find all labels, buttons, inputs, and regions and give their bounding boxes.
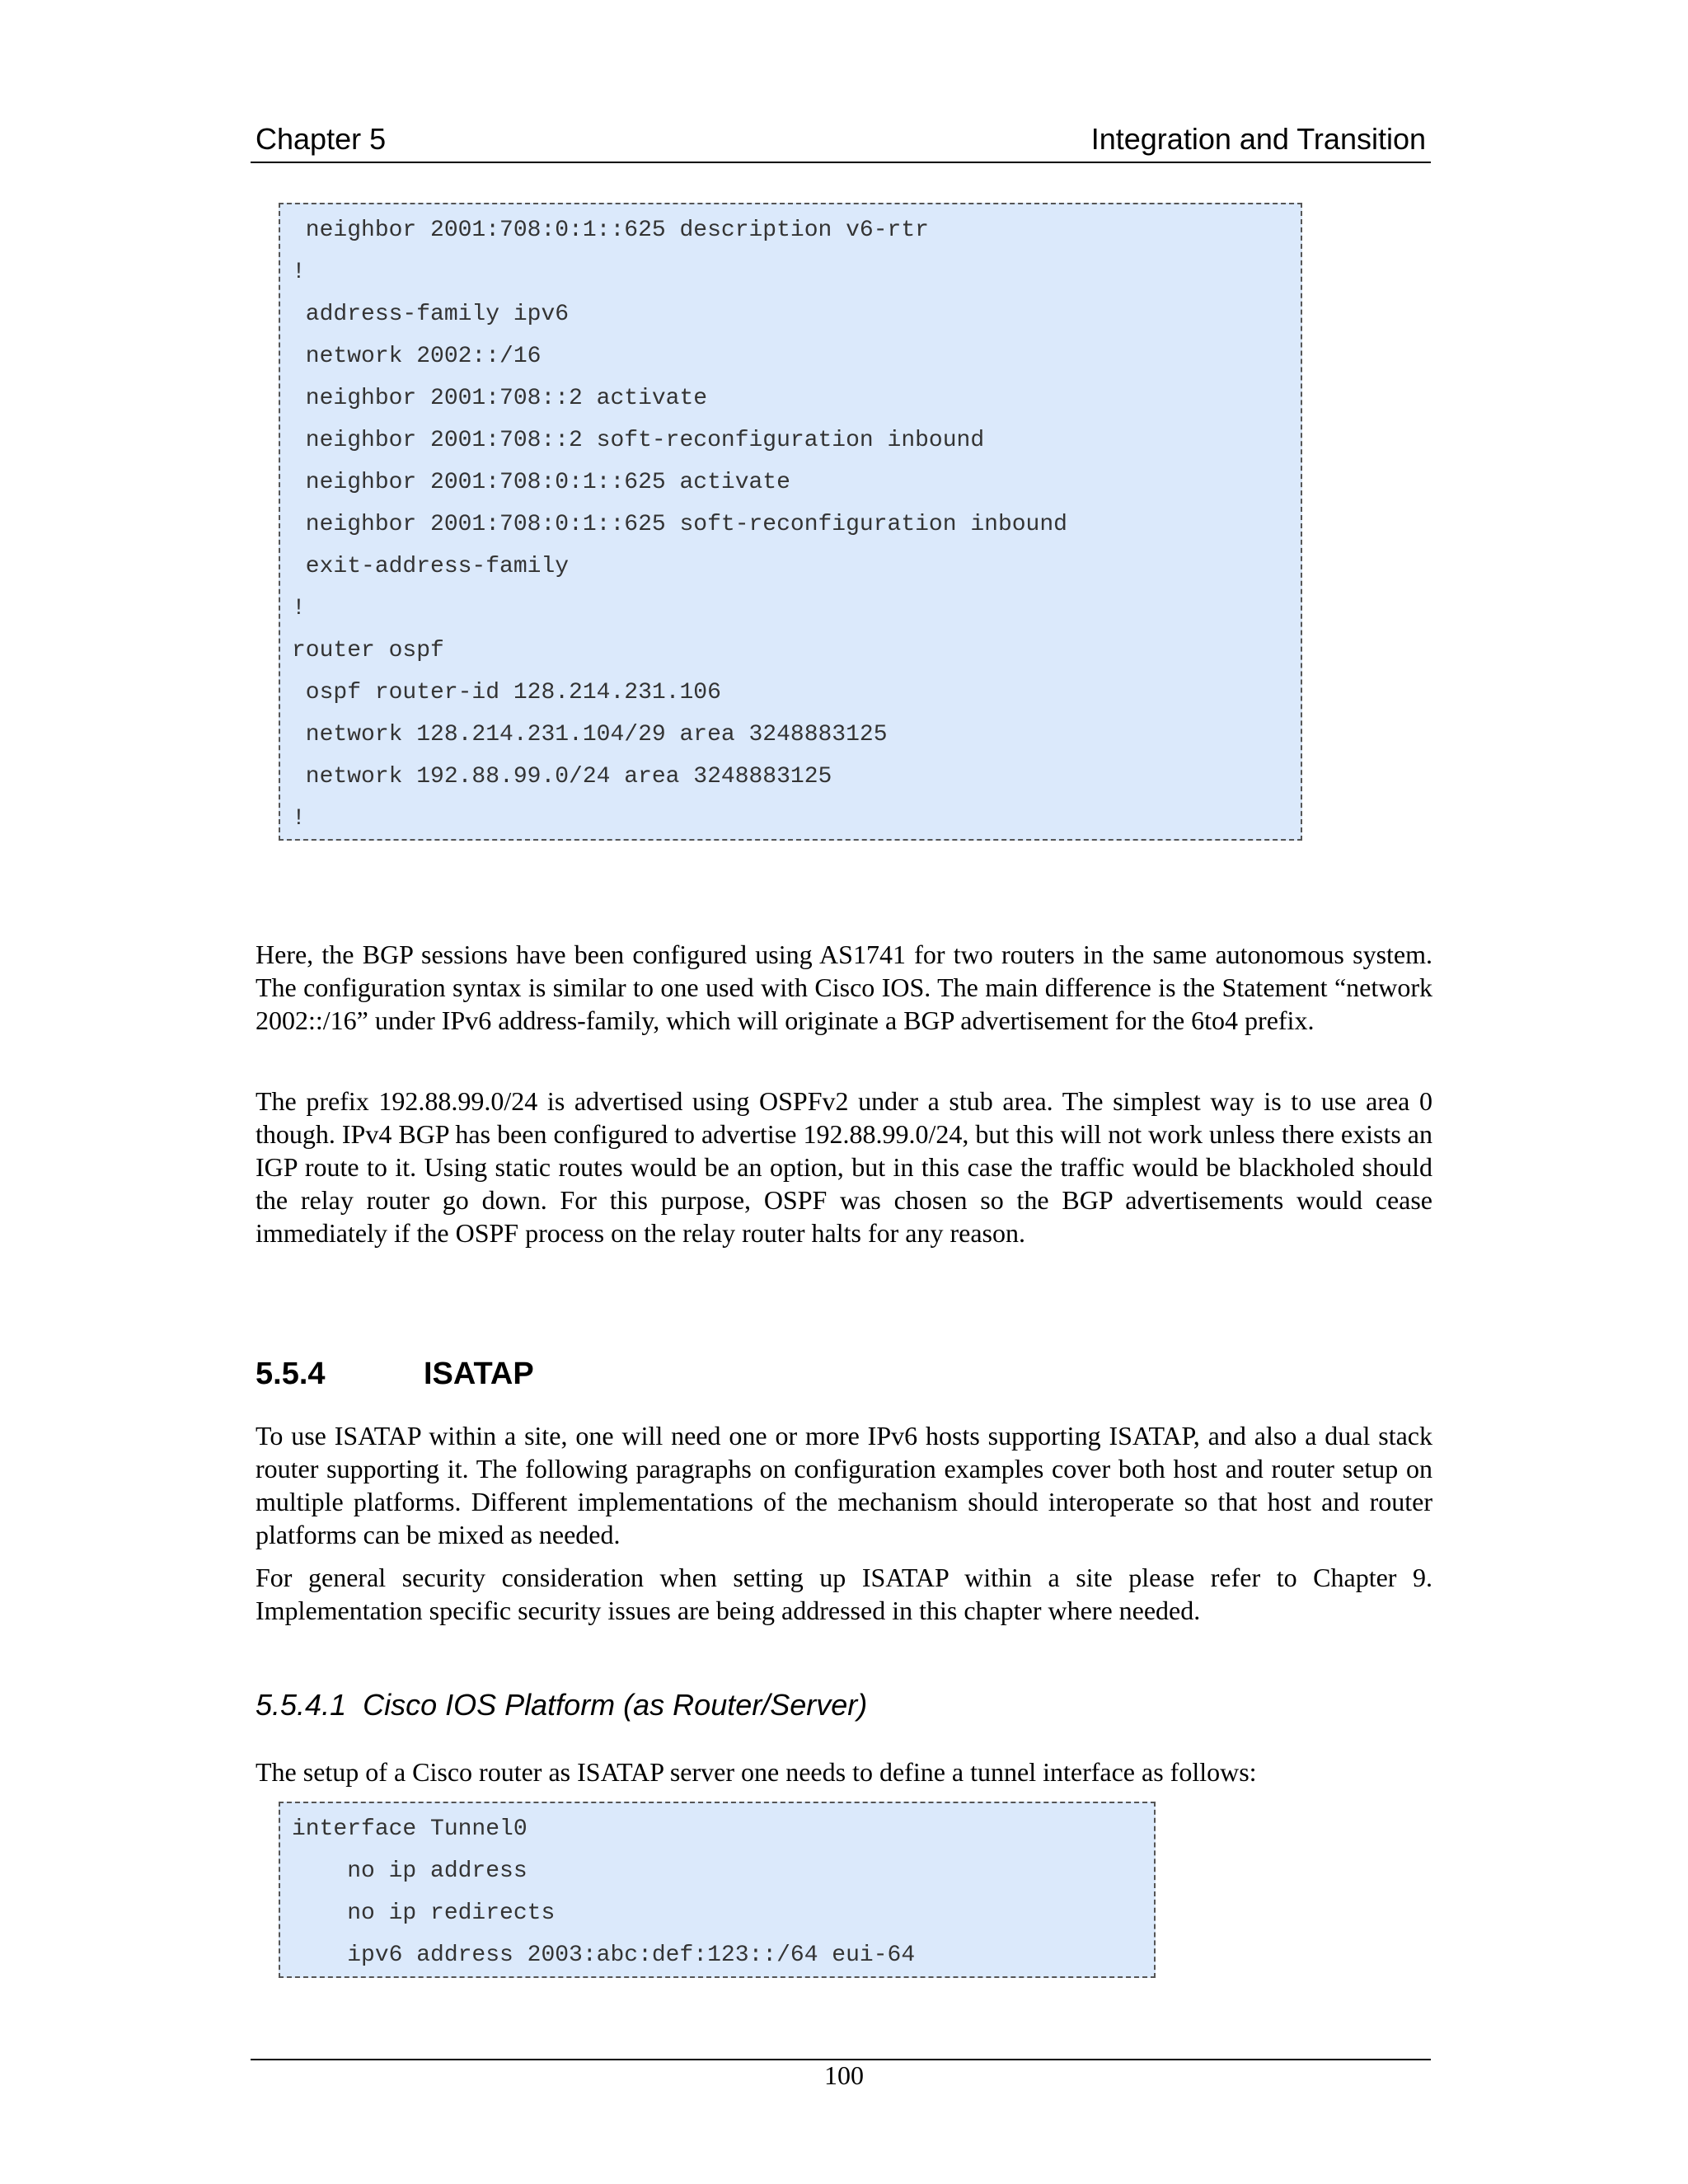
paragraph-prefix-ospf: The prefix 192.88.99.0/24 is advertised using OSPFv2 under a stub area. The simplest way is to use area 0 though. IPv4 BGP has been configured to advertise 192.88.99.0/24, but this will not work unless there exists an IGP route to it. Using static routes would be an option, but in this case the traffic would be blackholed should the relay router go down. For this purpose, OSPF was chosen so the BGP advertisements would cease immediately if the OSPF process on the relay router halts for any reason. — [256, 1086, 1432, 1248]
section-heading — [256, 1357, 534, 1392]
code-line: ipv6 address 2003:abc:def:123::/64 eui-64 — [292, 1943, 916, 1968]
chapter-title: Integration and Transition — [1090, 122, 1426, 156]
page-number: 100 — [824, 2060, 864, 2090]
section-number: 5.5.4 — [256, 1357, 326, 1391]
paragraph-isatap-intro: To use ISATAP within a site, one will need one or more IPv6 hosts supporting ISATAP, and also a dual stack router supporting it. The following paragraphs on configuration examples cover both host and router setup on multiple platforms. Different implementations of the mechanism should interoperate so that host and router platforms can be mixed as needed. — [256, 1421, 1432, 1549]
code-line: network 2002::/16 — [292, 344, 542, 369]
code-block-bgp-ospf — [279, 203, 1302, 841]
code-line: exit-address-family — [292, 554, 570, 579]
code-line: network 192.88.99.0/24 area 3248883125 — [292, 764, 832, 790]
code-line: router ospf — [292, 638, 444, 663]
code-line: no ip redirects — [292, 1900, 556, 1926]
code-line: neighbor 2001:708:0:1::625 description v6-rtr — [292, 218, 929, 243]
paragraph-security: For general security consideration when setting up ISATAP within a site please refer to Chapter 9. Implementation specific security issues are being addressed in this chapter where needed. — [256, 1563, 1432, 1625]
code-line: neighbor 2001:708::2 soft-reconfiguration inbound — [292, 428, 985, 453]
paragraph-bgp-sessions: Here, the BGP sessions have been configured using AS1741 for two routers in the same autonomous system. The configuration syntax is similar to one used with Cisco IOS. The main difference is the Statement “network 2002::/16” under IPv6 address-family, which will originate a BGP advertisement for the 6to4 prefix. — [256, 940, 1432, 1035]
section-title: ISATAP — [424, 1357, 534, 1391]
chapter-label: Chapter 5 — [256, 122, 387, 156]
code-line: neighbor 2001:708:0:1::625 soft-reconfiguration inbound — [292, 512, 1067, 537]
code-line: network 128.214.231.104/29 area 3248883125 — [292, 722, 888, 748]
code-line: neighbor 2001:708:0:1::625 activate — [292, 470, 790, 495]
code-line: ! — [292, 596, 306, 621]
code-line: no ip address — [292, 1858, 528, 1884]
page-header — [251, 122, 1431, 163]
subsection-heading: 5.5.4.1 Cisco IOS Platform (as Router/Server) — [256, 1688, 868, 1722]
code-line: interface Tunnel0 — [292, 1816, 528, 1842]
code-block-tunnel — [279, 1802, 1156, 1978]
code-line: address-family ipv6 — [292, 302, 570, 327]
code-line: neighbor 2001:708::2 activate — [292, 386, 708, 411]
paragraph-cisco-setup: The setup of a Cisco router as ISATAP server one needs to define a tunnel interface as follows: — [256, 1757, 1257, 1787]
code-line: ! — [292, 260, 306, 285]
code-line: ospf router-id 128.214.231.106 — [292, 680, 721, 705]
code-line: ! — [292, 806, 306, 832]
